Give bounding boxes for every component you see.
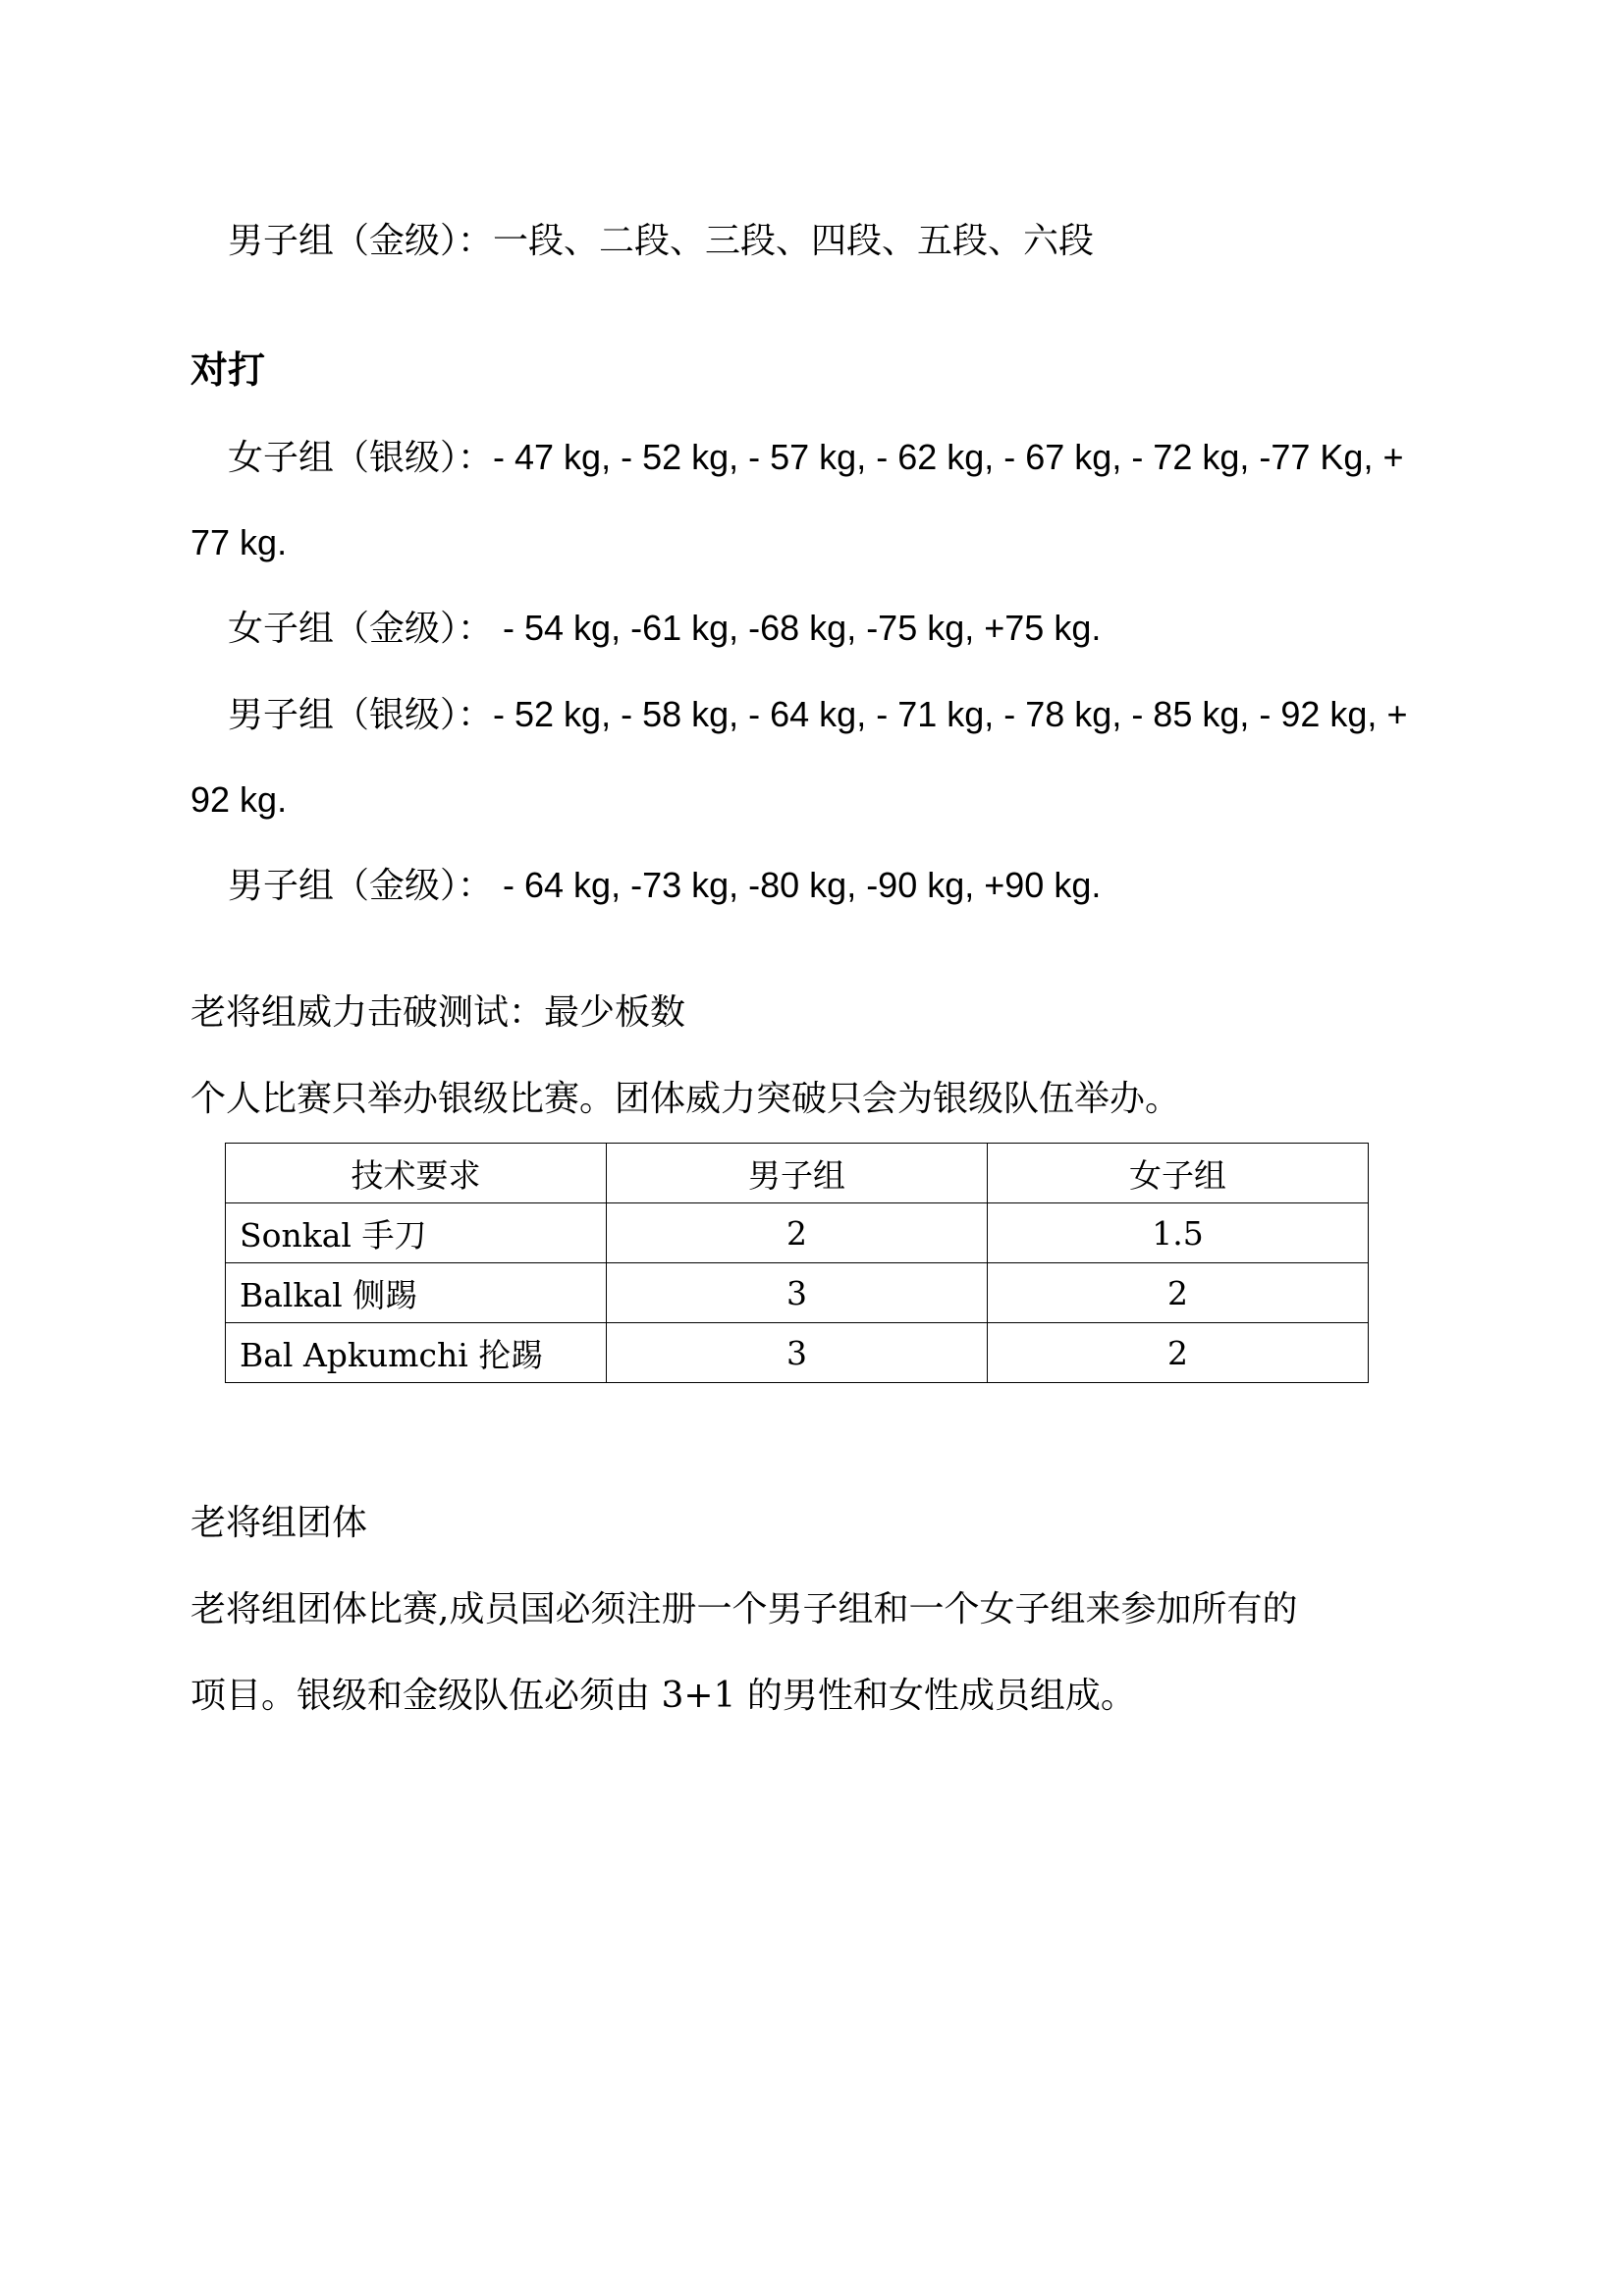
men-gold-poomsae-label: 男子组（金级）： [228, 221, 494, 261]
breaking-heading: 老将组威力击破测试：最少板数 [190, 992, 686, 1033]
team-heading: 老将组团体 [190, 1503, 368, 1543]
technique-cell [226, 1203, 607, 1263]
table-header-row [226, 1144, 1369, 1203]
men-count-cell: 3 [607, 1263, 988, 1323]
table-row [226, 1323, 1369, 1383]
women-silver-line [228, 436, 1403, 480]
header-men: 男子组 [607, 1144, 988, 1203]
breaking-note: 个人比赛只举办银级比赛。团体威力突破只会为银级队伍举办。 [190, 1079, 1181, 1119]
header-technique: 技术要求 [226, 1144, 607, 1203]
table-row [226, 1203, 1369, 1263]
women-count-cell: 2 [988, 1323, 1369, 1383]
women-silver-value: - 47 kg, - 52 kg, - 57 kg, - 62 kg, - 67 kg, - 72 kg, -77 Kg, + [493, 437, 1404, 477]
women-silver-label: 女子组（银级）： [228, 438, 494, 478]
women-count-cell: 2 [988, 1263, 1369, 1323]
team-paragraph-line-1: 老将组团体比赛,成员国必须注册一个男子组和一个女子组来参加所有的 [190, 1589, 1298, 1629]
technique-cn: 抡踢 [478, 1335, 544, 1374]
women-gold-label: 女子组（金级）： [228, 609, 494, 649]
technique-cell [226, 1263, 607, 1323]
women-count-cell: 1.5 [988, 1203, 1369, 1263]
sparring-heading: 对打 [190, 347, 266, 392]
technique-cn: 侧踢 [352, 1275, 418, 1314]
men-gold-label: 男子组（金级）： [228, 866, 494, 906]
women-gold-line [228, 607, 1101, 651]
men-count-cell: 3 [607, 1323, 988, 1383]
men-gold-value: - 64 kg, -73 kg, -80 kg, -90 kg, +90 kg. [493, 865, 1102, 905]
technique-latin: Balkal [240, 1275, 343, 1314]
technique-latin: Sonkal [240, 1215, 352, 1255]
men-gold-poomsae-line [228, 220, 1094, 263]
men-silver-continuation: 92 kg. [190, 779, 288, 820]
men-count-cell: 2 [607, 1203, 988, 1263]
header-women: 女子组 [988, 1144, 1369, 1203]
women-silver-continuation: 77 kg. [190, 522, 288, 562]
men-silver-label: 男子组（银级）： [228, 695, 494, 735]
men-silver-line [228, 693, 1407, 737]
team-paragraph-line-2: 项目。银级和金级队伍必须由 3+1 的男性和女性成员组成。 [190, 1676, 1136, 1716]
technique-latin: Bal Apkumchi [240, 1335, 468, 1374]
men-gold-poomsae-value: 一段、二段、三段、四段、五段、六段 [493, 221, 1095, 261]
technique-cn: 手刀 [361, 1215, 427, 1255]
technique-cell [226, 1323, 607, 1383]
men-silver-value: - 52 kg, - 58 kg, - 64 kg, - 71 kg, - 78 kg, - 85 kg, - 92 kg, + [493, 694, 1408, 734]
breaking-table [225, 1143, 1369, 1383]
women-gold-value: - 54 kg, -61 kg, -68 kg, -75 kg, +75 kg. [493, 608, 1102, 648]
table-row [226, 1263, 1369, 1323]
men-gold-line [228, 864, 1101, 908]
